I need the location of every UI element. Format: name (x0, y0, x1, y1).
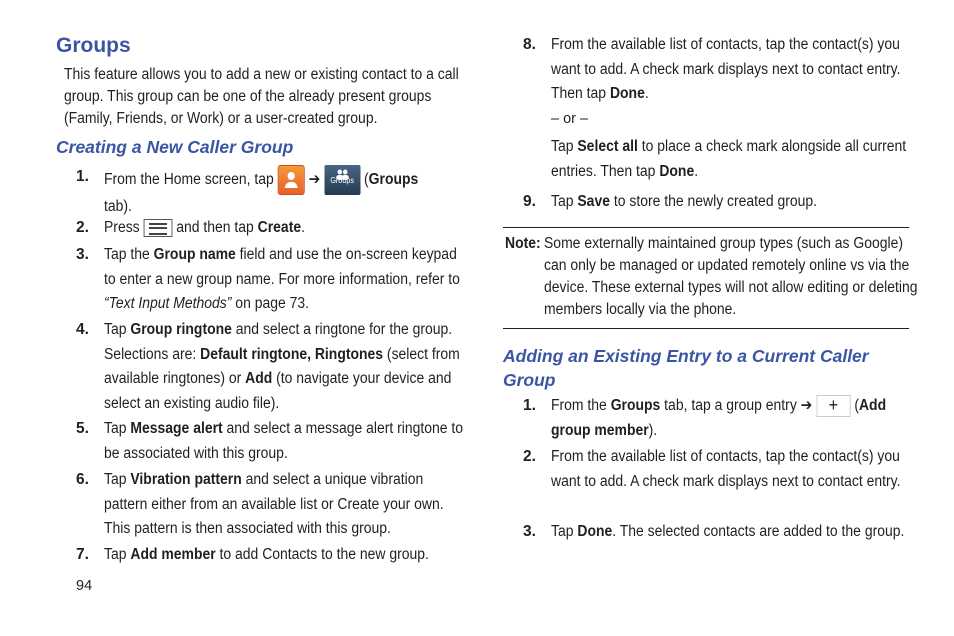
contacts-app-icon (278, 165, 305, 195)
note-text: Some externally maintained group types (such as Google) can only be managed or updated remotely online vs via the device. These external types will not allow editing or deleting members locally via the phone. (544, 235, 918, 318)
step-text: Tap Done. The selected contacts are added to the group. (551, 523, 905, 540)
step-number: 2. (76, 219, 89, 236)
step-number: 3. (523, 523, 536, 540)
step-number: 3. (76, 246, 89, 263)
intro-paragraph: This feature allows you to add a new or existing contact to a call group. This group can be one of the already present groups (Family, Friends, or Work) or a user-created group. (64, 66, 459, 127)
step-text: Press and then tap Create. (104, 219, 305, 236)
note-top-rule (503, 227, 909, 228)
step-text: Tap Add member to add Contacts to the new group. (104, 546, 429, 563)
step-text: Tap Select all to place a check mark alongside all current entries. Then tap Done. (551, 138, 907, 180)
or-separator: – or – (551, 111, 589, 127)
step-number: 1. (523, 397, 536, 414)
step-text: From the Groups tab, tap a group entry ➔ + (Add group member). (551, 394, 887, 439)
section-heading-adding: Adding an Existing Entry to a Current Caller Group (503, 346, 869, 390)
note-bottom-rule (503, 328, 909, 329)
add-icon: + (816, 395, 850, 417)
step-number: 2. (523, 448, 536, 465)
menu-key-icon (144, 219, 173, 237)
step-number: 4. (76, 321, 89, 338)
step-text: Tap the Group name field and use the on-screen keypad to enter a new group name. For more information, refer to “Text Input Methods” on page 73. (104, 246, 460, 312)
groups-tab-icon: Groups (324, 165, 360, 195)
step-text: From the available list of contacts, tap the contact(s) you want to add. A check mark displays next to contact entry. (551, 448, 901, 490)
step-text: Tap Group ringtone and select a ringtone for the group. Selections are: Default ringtone, Ringtones (select from available ringtones) or Add (to navigate your device and select an existing audio file). (104, 321, 460, 412)
step-number: 5. (76, 420, 89, 437)
page-title: Groups (56, 34, 131, 57)
step-number: 6. (76, 471, 89, 488)
step-number: 7. (76, 546, 89, 563)
step-text: Tap Message alert and select a message alert ringtone to be associated with this group. (104, 420, 464, 462)
step-number: 9. (523, 193, 536, 210)
page-number: 94 (76, 578, 93, 594)
section-heading-creating: Creating a New Caller Group (56, 137, 294, 157)
note-label: Note: (505, 235, 541, 252)
step-number: 8. (523, 36, 536, 53)
step-number: 1. (76, 168, 89, 185)
step-text: From the available list of contacts, tap the contact(s) you want to add. A check mark displays next to contact entry. Then tap Done. (551, 36, 901, 102)
step-text: Tap Save to store the newly created group. (551, 193, 818, 210)
step-text: Tap Vibration pattern and select a unique vibration pattern either from an available list or Create your own. This pattern is then associated with this group. (104, 471, 444, 537)
step-text: From the Home screen, tap ➔ Groups (Groups tab). (104, 165, 464, 220)
